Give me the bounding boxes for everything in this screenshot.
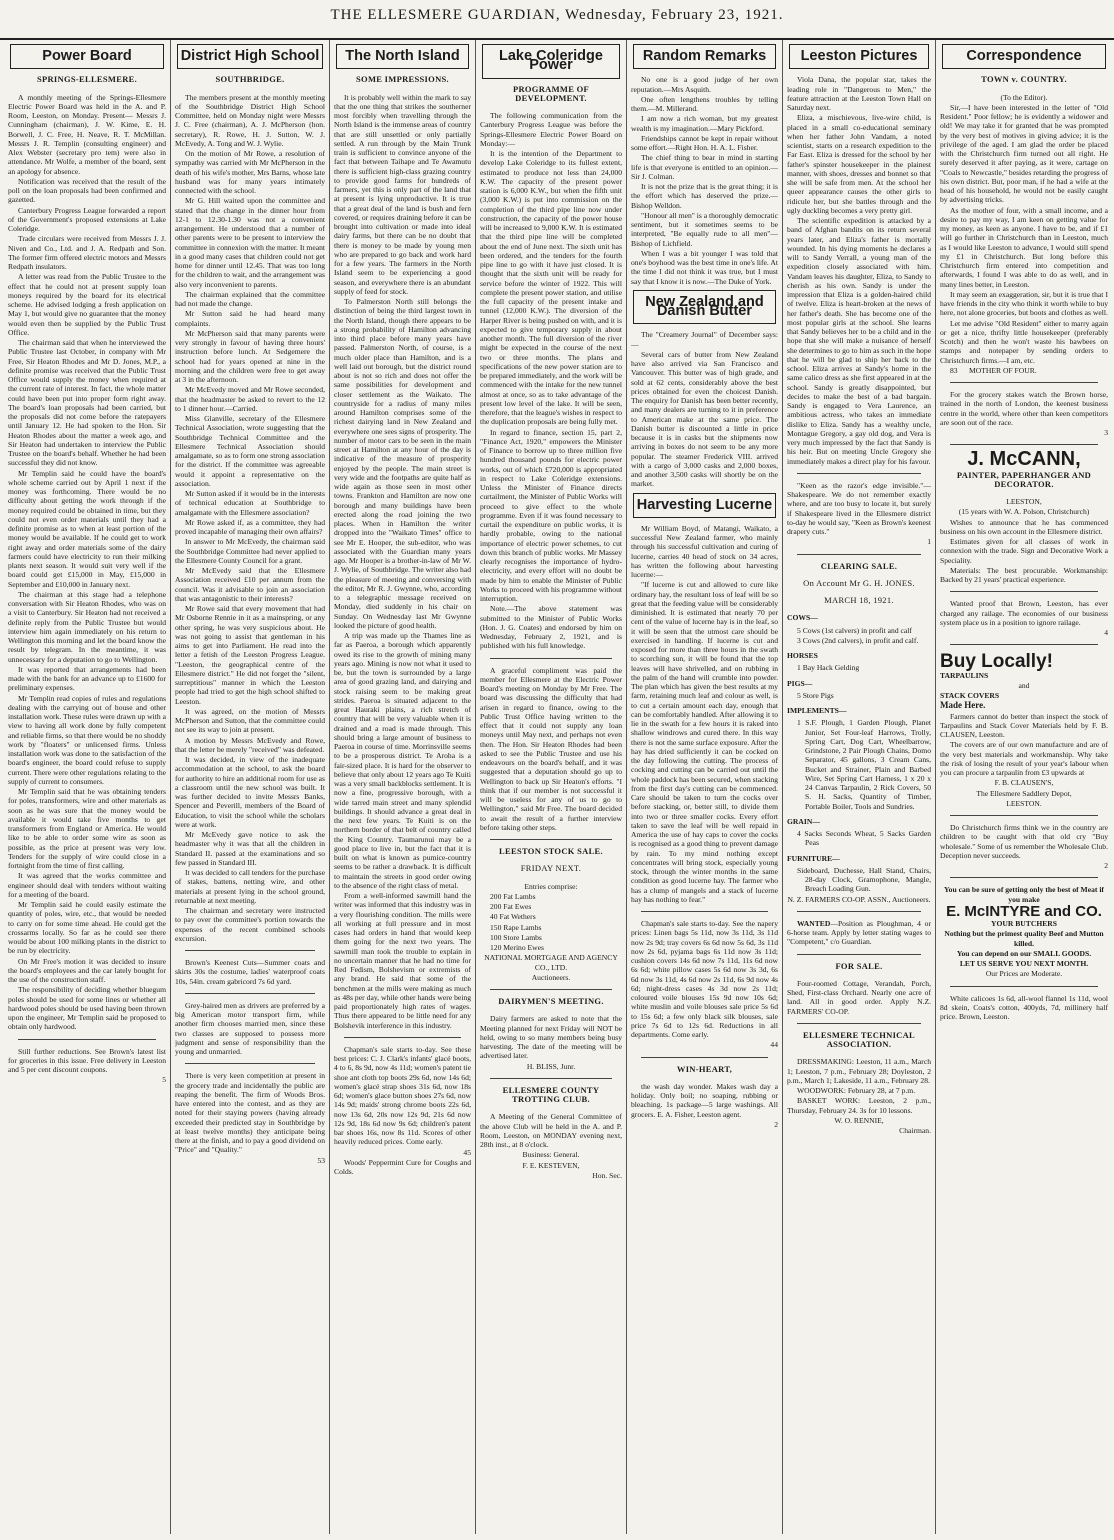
paragraph: The chairman explained that the committee had not made the change. — [175, 289, 325, 308]
paragraph: To Palmerston North still belongs the distinction of being the third largest town in the North Island, though there appears to be a strong probability of Hamilton advancing into third place before many years have passed. Palmerston North, of course, is a much older place than Hamilton, and is a well laid out borough, but the district round about is not so rich and does not offer the same possibilities for development and closer settlement as the Waikato. The countryside for a radius of many miles around Hamilton comprises some of the richest dairying land in New Zealand and everywhere one sees signs of prosperity. The number of motor cars to be seen in the main street at Hamilton at any hour of the day is indicative of the measure of prosperity enjoyed by the people. The main street is very wide and the footpaths are quite half as wide again as those seen in most other towns. Frankton and Hamilton are now one borough and many buildings have been erected along the road joining the two places. When in Hamilton the writer dropped into the "Waikato Times" office to see Mr E. Hooper, the sub-editor, who was associated with the Guardian many years ago. Mr Hooper is a brother-in-law of Mr W. J. Wylie, of Southbridge. The writer also had the pleasure of meeting and conversing with the editor, Mr R. J. Gwynne, who, according to a telegraphic message received on Monday, died suddenly in his chair on Sunday. On Wednesday last Mr Gwynne looked the picture of good health. — [334, 297, 471, 630]
stock-auctioneers: Auctioneers. — [531, 972, 571, 982]
paragraph: It may seem an exaggeration, sir, but it is true that I have friends in the city who think it worth while to buy here, not alone groceries, but boots and clothes as well. — [940, 289, 1108, 318]
stock-sale-title: LEESTON STOCK SALE. — [499, 846, 603, 856]
paragraph: Notification was received that the result of the poll on the loan proposals had been confirmed and gazetted. — [8, 176, 166, 205]
paragraph: The scientific expedition is attacked by a band of Afghan bandits on its return several years later, and Eliza's father is mortally wounded. In his dying moments he declares a will to Sandy Verrall, a young man of the expedition closely associated with him. Vandam leaves his daughter, Eliza, to Sandy to cherish as his own. Sandy is under the impression that Eliza is a golden-haired child of twelve. Eliza is heart-broken at the news of her father's death. She has become one of the most popular girls at the school. She learns that Sandy believes her to be a child and in the hope that she will make a nuisance of herself she determines to go to him as such in the hope that he will be glad to ship her back to the school. Eliza arrives at Sandy's home in the same calico dress as she first appeared in at the school. Sandy is greatly disappointed, but decides to make the best of a bad bargain. Sandy is engaged to Vera Laurence, an ambitious actress, who takes an immediate dislike to Eliza. Sandy has a wealthy uncle, Montague Gregory, a gay old dog, and Vera is very much impressed by the fact that Sandy is his heir. But on meeting Uncle Gregory she immediately makes a direct play for his favour. — [787, 216, 931, 466]
stock-sale-day: FRIDAY NEXT. — [520, 863, 582, 874]
divider — [950, 382, 1098, 383]
divider — [344, 1037, 461, 1038]
signature: MOTHER OF FOUR. — [968, 365, 1037, 375]
stock-entries-label: Entries comprise: — [524, 881, 578, 891]
paragraph: The "Creamery Journal" of December says:— — [631, 330, 778, 349]
subheading: SPRINGS-ELLESMERE. — [36, 74, 138, 85]
paragraph: In answer to Mr McEvedy, the chairman said the Southbridge Committee had never applied to the Ellesmere County Council for a grant. — [175, 537, 325, 565]
paragraph: Mr Templin said he could have the board's whole scheme carried out by April 1 next if the money was forthcoming. There would be no difficulty about getting the work through if the money required could be obtained in time, but they could not even order materials until they had a definite promise as to when at least portion of the money would be available. If he could get to work right away and order materials some of the dairy farmers could have electricity to run their milking plants next season. It would suit very well if the board could get £15,000 in May, £15,000 in September and £10,000 in January next. — [8, 468, 166, 589]
paragraph: It was agreed that the works committee and engineer should deal with tenders without waiting for a meeting of the board. — [8, 871, 166, 899]
mcintyre-role: YOUR BUTCHERS — [990, 919, 1058, 928]
heading-district-high-school: District High School — [177, 44, 323, 69]
divider — [797, 954, 921, 955]
stock-entry: 100 Store Lambs — [490, 932, 542, 942]
paragraph: DRESSMAKING: Leeston, 11 a.m., March 1; Leeston, 7 p.m., February 28; Doyleston, 2 p.m., March 1; Lakeside, 11 a.m., February 28. — [787, 1057, 931, 1085]
paragraph: One often lengthens troubles by telling them.—M. Millerand. — [631, 94, 778, 113]
paragraph: Several cars of butter from New Zealand have also arrived via San Francisco and Vancouver. This butter was of high grade, and sold at 62 cents, considerably above the best prices obtained for even the choicest Danish. The enquiry for Danish has been better recently, and many dealers are turning to it in preference to American make at the same price. The Danish butter is discounted a little in price because it is in casks but the shipments now arriving in boxes do not seem to be any more popular. The steamer Frederick VIII. arrived with a cargo of 3,000 casks and 2,000 boxes, and another 3,500 casks will shortly be on the market. — [631, 349, 778, 489]
clearing-sale-date: MARCH 18, 1921. — [824, 595, 894, 605]
lot-label: HORSES — [787, 651, 818, 660]
lot-item: 3 Cows (2nd calvers), in profit and calf. — [797, 635, 919, 645]
divider — [797, 1023, 921, 1024]
trotting-club-title: ELLESMERE COUNTY TROTTING CLUB. — [502, 1084, 600, 1104]
paragraph: It is probably well within the mark to say that the one thing that strikes the southerner most forcibly when travelling through the North Island is the immense areas of country that are still unsettled or only partially settled. A run through by the Main Trunk train is sufficient to convince anyone of the fact that between Taihape and Te Awamutu there is sufficient high-class grazing country to provide good farms for hundreds of farmers, yet this is only part of the land that at present is lying unproductive. It is true that a great deal of the land is bush and fern covered, or requires draining before it can be brought into cultivation or made into ideal dairy farms, but there can be no doubt that there is money to be made by young men who are prepared to go back and work hard for a few years. The farmers in the North Island seem to be experiencing a good season, and everywhere there is an abundant supply of feed for stock. — [334, 92, 471, 296]
paragraph: The chairman and secretary were instructed to pay over the committee's portion towards the expenses of the recent combined schools excursion. — [175, 906, 325, 943]
business-line: Business: General. — [522, 1150, 580, 1160]
divider — [950, 591, 1098, 592]
mcintyre-line: LET US SERVE YOU NEXT MONTH. — [959, 959, 1089, 968]
paragraph: The members present at the monthly meeting of the Southbridge District High School Committee, held on Monday night were Messrs J. C. Free (chairman), A. J. McPherson (hon. secretary), R. Rowe, H. J. Sutton, W. J. McEvedy, A. Tong and W. J. Wylie. — [175, 92, 325, 148]
stock-entry: 200 Fat Ewes — [490, 902, 532, 911]
divider — [641, 1057, 768, 1058]
stock-entry: 200 Fat Lambs — [490, 891, 536, 901]
column-district-high-school — [175, 40, 325, 1534]
advertisement: Wanted proof that Brown, Leeston, has ever charged any railage. The economies of our business system place us in a position to ignore railage. — [940, 599, 1108, 627]
paragraph: It is the intention of the Department to develop Lake Coleridge to its fullest extent, estimated to produce not less than 24,000 K.W. The capacity of the present power station is 6,000 K.W., but when the fifth unit (3,000 K.W.) is put into commission on the completion of the third pipe line now under construction, the capacity of the power house will be increased to 9,000 K.W. It is estimated that the third pipe line will be completed about the end of June next. The sixth unit has been ordered, and the tenders for the fourth pipe line to go with it have just closed. It is thought that the sixth unit will be ready for service before the winter of 1922. This will complete the present power station, and utilise the full capacity of the present intake and tunnel (12,000 K.W.). The diversion of the Harper River is being pushed on with, and it is expected to give temporary supply in about another month. The full diversion of the river might be expected in the course of the next two or three months. The plans and specifications of the new power station are to be prepared immediately, and the work will be commenced with the intake for the new tunnel almost at once, so as to take advantage of the present low level of the lake. It will be seen, therefore, that the league's wishes in respect to the duplication proposals are being fully met. — [480, 149, 622, 427]
paragraph: Let me advise "Old Resident" either to marry again or get a nice, thrifty little housekeeper (preferably Scotch) and then he won't waste his bawbees on stamps and notepaper by sending orders to Christchurch firms.—I am, etc. — [940, 318, 1108, 365]
paragraph: Viola Dana, the popular star, takes the leading role in "Dangerous to Men," the feature attraction at the Leeston Town Hall on Saturday next. — [787, 75, 931, 112]
column-rule — [782, 40, 783, 1534]
buy-locally-title: Buy Locally! — [940, 651, 1053, 673]
paragraph: A trip was made up the Thames line as far as Paeroa, a borough which apparently owed its rise to the growth of mining many years ago. Mining is now not what it used to be, but the town is surrounded by a large area of good grazing land, and dairying and stock raising seem to be making great strides. Paeroa is situated adjacent to the great Hauraki plains, a rich stretch of country that will be very valuable when it is drained and a road is made through. This should bring a large amount of business to Paeroa in course of time. Morrinsville seems to be a prosperous district. Te Aroha is a fair-sized place. It is hard for the observer to believe that only about 12 years ago Te Kuiti was a very small backblocks settlement. It is now a fine, progressive borough, with a wide tarred main street and many splendid buildings. It should advance a great deal in the next few years. Te Kuiti is on the northern border of that belt of country called the King Country. Taumarunui may be a good place to live in, but the fact that it is built on what is known as pumice-country seems to be rather a drawback. It is difficult to maintain the streets in good order owing to the absence of the right class of metal. — [334, 631, 471, 890]
heading-north-island: The North Island — [336, 44, 469, 69]
paragraph: The responsibility of deciding whether bluegum poles should be used for some lines or whether all hardwood poles should be used having been thrown upon the engineer, Mr Templin said he proposed to obtain only hardwood. — [8, 985, 166, 1032]
clearing-sale-title: CLEARING SALE. — [820, 560, 898, 571]
paragraph: Trade circulars were received from Messrs J. J. Niven and Co., Ltd. and J. A. Redpath and Son. The former firm offered electric motors and Messrs Redpath insulators. — [8, 234, 166, 271]
column-north-island — [334, 40, 471, 1534]
paragraph: Friendships cannot be kept in repair without some effort.—Right Hon. H. A. L. Fisher. — [631, 133, 778, 152]
mccann-trade: PAINTER, PAPERHANGER AND DECORATOR. — [956, 469, 1092, 489]
dairymen-title: DAIRYMEN'S MEETING. — [498, 996, 604, 1006]
paragraph: Mr McEvedy said that the Ellesmere Association received £10 per annum from the council. Was it advisable to join an association that was antagonistic to their interests? — [175, 566, 325, 603]
advertisement: For the grocery stakes watch the Brown horse, trained in the north of London, the keenest business centre in the world, where other than keen competitors are soon out of the race. — [940, 390, 1108, 427]
paragraph: Sir,—I have been interested in the letter of "Old Resident." Poor fellow; he is evidently a widower and old! We may take it for granted that he was prompted by the very best of motives in giving advice; it is the privilege of the aged. I am glad the order be placed with the Christchurch firm turned out all right. He surely deserved it after paying, as it were, cartage on "Coals to Newcastle," besides retarding the progress of his own district. But, poor man, if he had a wife at the head of his household, he would not be easily caught by advertising tricks. — [940, 102, 1108, 205]
advertisement: Four-roomed Cottage, Verandah, Porch, Shed, First-class Orchard. Nearly one acre of land. All in good order. Apply N.Z. FARMERS' CO-OP. — [787, 978, 931, 1016]
mcintyre-line: Our Prices are Moderate. — [985, 969, 1063, 979]
divider — [490, 658, 612, 659]
paragraph: Mr Sutton asked if it would be in the interests of technical education at Southbridge to amalgamate with the Ellesmere association? — [175, 489, 325, 517]
paragraph: A motion by Messrs McEvedy and Rowe, that the letter be merely "received" was defeated. — [175, 735, 325, 754]
signature-line — [940, 366, 1108, 375]
subheading: SOME IMPRESSIONS. — [356, 74, 449, 85]
paragraph: Note.—The above statement was submitted to the Minister of Public Works (Hon. J. G. Coates) and endorsed by him on Wednesday, February 2, 1921, and is published with his full knowledge. — [480, 604, 622, 651]
clearing-sale-account: On Account Mr G. H. JONES. — [803, 577, 915, 588]
advertisement: Brown's Keenest Cuts—Summer coats and skirts 30s the costume, ladies' waterproof coats 10s, 54in. cream gabricord 7s 6d yard. — [175, 958, 325, 986]
buy-made-here: Made Here. — [940, 700, 986, 711]
paragraph: Materials: The best procurable. Workmanship: Backed by 21 years' practical experience. — [940, 565, 1108, 584]
lot-label: COWS— — [787, 613, 818, 623]
paragraph: As the mother of four, with a small income, and a desire to pay my way, I am keen on getting value for my money, as keen as anyone. I have to be, and if £1 will go further in Christchurch than in Leeston, much as I would like Leeston to advance, I would still spend my £1 in Christchurch. But long before this Christchurch firm entered into competition and afterwards, I found I was able to do as well, and in many lines better, in Leeston. — [940, 205, 1108, 289]
column-correspondence — [940, 40, 1108, 1534]
heading-lake-coleridge: Lake Coleridge Power — [482, 44, 620, 79]
buy-tarpaulins: TARPAULINS — [940, 670, 989, 680]
paragraph: Dairy farmers are asked to note that the Meeting planned for next Friday will NOT be held, owing to so many members being busy harvesting. The date of the meeting will be advertised later. — [480, 1014, 622, 1061]
subheading: PROGRAMME OF DEVELOPMENT. — [512, 83, 590, 103]
paragraph: Farmers cannot do better than inspect the stock of Tarpaulins and Stack Cover Materials held by F. B. CLAUSEN, Leeston. — [940, 711, 1108, 739]
stock-entry: 120 Merino Ewes — [490, 943, 544, 952]
wanted-title: WANTED — [797, 918, 831, 928]
advertisement: Do Christchurch firms think we in the country are children to be caught with that old cry "Buy wholesale." Some of us remember the Wholesale Club. Deception never succeeds. — [940, 823, 1108, 860]
mcintyre-line: Nothing but the primest quality Beef and Mutton killed. — [944, 929, 1104, 948]
heading-random-remarks: Random Remarks — [633, 44, 776, 69]
to-the-editor: (To the Editor). — [1000, 92, 1048, 102]
paragraph: Mr Rowe said that every movement that had Mr Osborne Rennie in it as a mainspring, or any other spring, he was very suspicious about. He was not going to assist that gentleman in his aims to get into Parliament. He read into the letter a fetish of the Leeston Progress League. "Leeston, the geographical centre of the Ellesmere district." He did not forget the "silent, surreptitious" manner in which the Leeston people had tried to get the high school shifted to Leeston. — [175, 604, 325, 706]
mccann-name: J. McCANN, — [967, 448, 1081, 471]
paragraph: Mr McEvedy gave notice to ask the headmaster why it was that all the children in Standard II. passed at the examinations and so few passed in Standard III. — [175, 830, 325, 867]
paragraph: No one is a good judge of her own reputation.—Mrs Asquith. — [631, 75, 778, 94]
column-rule — [935, 40, 936, 1534]
column-random-remarks — [631, 40, 778, 1534]
paragraph: A Meeting of the General Committee of the above Club will be held in the A. and P. Room, Leeston, on MONDAY evening next, 28th inst., at 8 o'clock. — [480, 1112, 622, 1149]
ad-number: 2 — [1104, 861, 1108, 870]
paragraph: Eliza, a mischievous, live-wire child, is placed in a small co-educational seminary when her father John Vandam, a noted scientist, starts on a research expedition to the Far East. Eliza is dressed for the school by her father's spinster housekeeper in the plainest manner, with shoes, dresses and bonnet so that she will be safe from men. At the school her queer appearance causes the other girls to ridicule her, but she battles through and the ugly duckling becomes a very pretty girl. — [787, 113, 931, 215]
divider — [490, 1078, 612, 1079]
letter-number: 83 — [950, 365, 958, 375]
buy-and: and — [1018, 680, 1030, 690]
divider — [185, 950, 315, 951]
signature-role: Hon. Sec. — [592, 1170, 622, 1180]
paragraph: On the motion of Mr Rowe, a resolution of sympathy was carried with Mr McPherson in the death of his wife's mother, Mrs Barns, whose late husband was for many years intimately connected with the school. — [175, 149, 325, 195]
subheading: SOUTHBRIDGE. — [215, 74, 285, 85]
advertisement: Woods' Peppermint Cure for Coughs and Colds. — [334, 1157, 471, 1176]
ad-number: 5 — [162, 1075, 166, 1085]
divider — [950, 986, 1098, 987]
lot-item: 1 S.F. Plough, 1 Garden Plough, Planet Junior, Set Four-leaf Harrows, Trolly, Spring Cart, Dog Cart, Wheelbarrow, Grindstone, 2 Pair Plough Chains, Domo Separator, 45 gallons, 3 Cream Cans, Bucket and Strainer, Plain and Barbed Wire, Set Spring Cart Harness, 1 x 20 x 24 Canvas Tarpaulin, 2 Rick Covers, 50 S. H. Sacks, Quantity of Timber, Portable Boiler, Tools and Sundries. — [797, 718, 931, 811]
paragraph: The chairman said that when he interviewed the Public Trustee last October, in company with Mr Free, Sir Heaton Rhodes and Mr D. Jones, M.P., a definite promise was received that the Public Trust Office would supply the money when required at the current rate of interest. In fact, the whole matter could have been put into proper form right away. The board's loan proposals had been carried, but the proposals did not come before the ratepayers until January 12. He had spoken to the Hon. Sir Heaton Rhodes about the matter a week ago, and Sir Heaton had undertaken to interview the Public Trustee on the board's behalf. Whether he had been successful they did not know. — [8, 338, 166, 468]
advertisement: the wash day wonder. Makes wash day a holiday. Only boil; no soaping, rubbing or bleaching. 1s package—5 large washings. All grocers. E. A. Fisher, Leeston agent. — [631, 1081, 778, 1119]
divider — [950, 877, 1098, 878]
heading-power-board: Power Board — [10, 44, 164, 69]
paragraph: It was agreed, on the motion of Messrs McPherson and Sutton, that the committee could not see its way to join at present. — [175, 706, 325, 735]
divider — [950, 444, 1098, 445]
auctioneers: N. Z. FARMERS CO-OP. ASSN., Auctioneers. — [787, 894, 931, 904]
advertisement: "Keen as the razor's edge invisible."—Shakespeare. We do not remember exactly where, and are too busy to locate it, but surely if Shakespeare lived in the Ellesmere district to-day he would say, "Keen as Brown's keenest drapery cuts." — [787, 480, 931, 536]
paragraph: Mr Templin said that he was obtaining tenders for poles, transformers, wire and other materials as soon as he was sure that the money would be available it would take five months to get transformers from England or America. He would like to be able to order some wire as soon as possible, as the price at present was very low. Tenders for the supply of wire could close in a fortnight from the time of first calling. — [8, 787, 166, 870]
paragraph: Mr Templin said he could easily estimate the quantity of poles, wire, etc., that would be needed to carry on for some time ahead. He could get the crossarms locally. So far as he could see there would be about 100 milking plants in the district to be run by electricity. — [8, 900, 166, 956]
masthead: THE ELLESMERE GUARDIAN, Wednesday, February 23, 1921. — [0, 0, 1114, 40]
paragraph: From a well-informed sawmill hand the writer was informed that this industry was in a very flourishing condition. The mills were all working at full pressure and in most cases had orders in hand that would keep them going for the next two years. The sawmill man took the trouble to explain in no uncertain manner that he had no time for Red Fedism, Bolshevism or extremists of any brand. He said that some of the benchmen at the mills were making as much as 48s per day, while other hands were being paid proportionately high rates of wages. Thus there appeared to be little need for any Bolshevik interference in this industry. — [334, 891, 471, 1030]
paragraph: Grey-haired men as drivers are preferred by a big American motor transport firm, while another firm chooses married men, since these two classes are supposed to possess more judgment and sense of responsibility than the young and unmarried. — [175, 1000, 325, 1056]
lot-item: 4 Sacks Seconds Wheat, 5 Sacks Garden Peas — [797, 829, 931, 848]
column-rule — [170, 40, 171, 1534]
ad-number: 2 — [774, 1119, 778, 1129]
column-leeston-pictures — [787, 40, 931, 1534]
for-sale-title: FOR SALE. — [835, 960, 883, 971]
paragraph: Canterbury Progress League forwarded a report of the Government's proposed extensions at Lake Coleridge. — [8, 205, 166, 233]
ad-number: 44 — [770, 1040, 778, 1050]
paragraph: On Mr Free's motion it was decided to insure the board's employees and the car lately bought for the use of the construction staff. — [8, 956, 166, 984]
lot-item: 5 Cows (1st calvers) in profit and calf — [797, 625, 912, 635]
paragraph: "If lucerne is cut and allowed to cure like ordinary hay, the resultant loss of leaf will be so great that the feeding value will be considerably diminished. It is estimated that nearly 70 per cent of the value of lucerne hay is in the leaf, so it will be seen that the utmost care should be exercised in handling. If lucerne is cut and exposed for more than three hours in the swath to scorching sun, it will be found that the top leaves will have shrivelled, and on rubbing in the palm of the hand will crumble into powder. The plan which has given the best results at my farm, retaining much leaf and colour as well, is to cut a certain amount each day, enough that can be comfortably handled. After allowing it to lie in the swath for a few hours it is raked into shallow windrows and cured there. In this way there is not the same surface exposure. After the hay has dried sufficiently it can be cocked on the day following the cutting. The process of cocking and cutting can be carried out until the whole paddock has been secured, when stacking from the first day's cutting can be commenced. Care should be taken to turn the cocks over before stacking, or, better still, to divide them into two or three smaller cocks. Every effort taken to save the leaf will be well repaid in America the use of hay caps to cover the cocks is recognised as a good thing to prevent damage by rain. To my mind nothing except concentrates will bring stock, especially young stock, through the winter months in the same condition as good lucerne hay. The farmer who has a clump of mangels and a stack of lucerne hay has nothing to fear." — [631, 580, 778, 904]
divider — [490, 989, 612, 990]
mcintyre-name: E. McINTYRE and CO. — [946, 902, 1102, 920]
paragraph: BASKET WORK: Leeston, 2 p.m., Thursday, February 24. 3s for 10 lessons. — [787, 1096, 931, 1115]
ad-number: 1 — [927, 537, 931, 547]
divider — [797, 554, 921, 555]
lot-item: 5 Store Pigs — [797, 690, 834, 700]
column-rule — [475, 40, 476, 1534]
signature: W. O. RENNIE, — [834, 1115, 884, 1125]
paragraph: It was reported that arrangements had been made with the bank for an advance up to £1600 for preliminary expenses. — [8, 664, 166, 693]
lot-label: GRAIN— — [787, 816, 820, 826]
paragraph: Mr G. Hill waited upon the committee and stated that the change in the dinner hour from 12-1 to 12.30-1.30 was not a convenient arrangement. He understood that a number of other parents were to be present to interview the committee in connexion with the matter. It meant in a good many cases that children could not get home for dinner until 12.45. That was too long for the children to wait, and the arrangement was also very inconvenient to parents. — [175, 196, 325, 289]
paragraph: When I was a bit younger I was told that one's boyhood was the best time in one's life. At the time I did not think it was true, but I must say that I know it is now.—The Duke of York. — [631, 248, 778, 286]
column-power-board — [8, 40, 166, 1534]
technical-association-title: ELLESMERE TECHNICAL ASSOCIATION. — [802, 1029, 916, 1049]
paragraph: In regard to finance, section 15, part 2, "Finance Act, 1920," empowers the Minister of Finance to borrow up to three million five hundred thousand pounds for electric power works, out of which £720,000 is appropriated in respect to Lake Coleridge extensions. Unless the Minister of Finance directs curtailment, the Minister of Public Works will proceed to give effect to the whole programme. Even if it was found necessary to curtail the expenditure on public works, it is hardly probable, owing to the national importance of electric power schemes, to cut down this branch of public works. Mr Massey clearly recognises the importance of hydro-electricity, and every effort will no doubt be made by him to enable the Minister of Public Works to proceed with his programme without interruption. — [480, 427, 622, 603]
advertisement: There is very keen competition at present in the grocery trade and incidentally the public are reaping the benefit. The firm of Woods Bros. have entered into the contest, and as they are noted for their staying powers (having already exceeded their predicted stay in Southbridge by at least twelve months) they anticipate being there at the finish, and to pay a good dividend on "Price" and "Quality." — [175, 1071, 325, 1155]
advertisement: White calicoes 1s 6d, all-wool flannel 1s 11d, wool 8d skein, Coats's cotton, 400yds, 7d, millinery half price. Brown, Leeston. — [940, 993, 1108, 1021]
divider — [797, 911, 921, 912]
column-lake-coleridge — [480, 40, 622, 1534]
paragraph: The covers are of our own manufacture and are of the very best materials and workmanship. Why take the risk of losing the result of your year's labour when you can procure a tarpaulin from £3 upwards at — [940, 740, 1108, 777]
buy-stack-covers: STACK COVERS — [940, 691, 1000, 700]
ad-number: 4 — [1104, 628, 1108, 637]
clausen-sig: F. B. CLAUSEN'S, — [994, 778, 1054, 788]
heading-correspondence: Correspondence — [942, 44, 1106, 69]
subheading: TOWN v. COUNTRY. — [981, 74, 1067, 85]
divider — [950, 815, 1098, 816]
mccann-place: LEESTON, — [1006, 497, 1042, 506]
divider — [185, 1063, 315, 1064]
paragraph: It is not the prize that is the great thing; it is the effort which has deserved the prize.—Bishop Welldon. — [631, 182, 778, 210]
paragraph: Mr Rowe asked if, as a committee, they had proved incapable of managing their own affairs? — [175, 517, 325, 536]
divider — [950, 644, 1098, 645]
winheart-title: WIN-HEART, — [676, 1063, 733, 1074]
stock-entry: 40 Fat Wethers — [490, 912, 536, 922]
heading-nz-danish-butter: New Zealand and Danish Butter — [633, 290, 776, 325]
signature: H. BLISS, Junr. — [526, 1061, 576, 1071]
mcintyre-line: You can depend on our SMALL GOODS. — [956, 948, 1092, 958]
ad-number: 3 — [1104, 428, 1108, 437]
paragraph: A graceful compliment was paid the member for Ellesmere at the Electric Power Board's meeting on Monday by Mr Free. The board was discussing the difficulty that had arisen in regard to finance, owing to the Public Trust Office having written to the effect that it could not supply any loan moneys until May next, and perhaps not even then. The Hon. Sir Heaton Rhodes had been asked to see the Public Trustee and use his endeavours on the board's behalf, and it was suggested that a deputation should go up to Wellington to back up Sir Heaton's efforts. "I think that if our member is not successful it will be useless for any of us to go to Wellington," said Mr Free. The board decided to await the result of a further interview before taking other steps. — [480, 665, 622, 832]
paragraph: Mr McPherson said that many parents were very strongly in favour of having three hours' instruction before lunch. At Sedgemere the school had for years opened at nine in the morning and the children were free to get away at 3 in the afternoon. — [175, 328, 325, 384]
divider — [641, 911, 768, 912]
paragraph: Miss Glanville, secretary of the Ellesmere Technical Association, wrote suggesting that the Southbridge Technical Committee and the Ellesmere Technical Association should amalgamate, so as to form one strong association for the district. If the committee was agreeable would it appoint a representative on the association. — [175, 414, 325, 488]
lot-label: IMPLEMENTS— — [787, 706, 847, 715]
divider — [797, 473, 921, 474]
signature-role: Chairman. — [899, 1126, 931, 1135]
lot-label: FURNITURE— — [787, 853, 840, 863]
wanted-body: —Position as Ploughman, 4 or 6-horse team. Apply by letter stating wages to "Competent," c/o Guardian. — [787, 918, 931, 947]
lot-item: Sideboard, Duchesse, Hall Stand, Chairs, 28-day Clock, Gramophone, Mangle, Breach Loading Gun. — [797, 865, 931, 894]
signature: F. E. KESTEVEN, — [522, 1160, 580, 1170]
ad-number: 45 — [463, 1147, 471, 1157]
paragraph: The chief thing to bear in mind in starting life is that everyone is entitled to an opinion.—Sir J. Colman. — [631, 153, 778, 181]
paragraph: The following communication from the Canterbury Progress League was before the Springs-Ellesmere Electric Power Board on Monday:— — [480, 111, 622, 148]
lot-item: 1 Bay Hack Gelding — [797, 663, 860, 673]
clausen-place: LEESTON. — [1006, 798, 1042, 808]
heading-harvesting-lucerne: Harvesting Lucerne — [633, 493, 776, 518]
column-rule — [626, 40, 627, 1534]
heading-leeston-pictures: Leeston Pictures — [789, 44, 929, 69]
paragraph: WOODWORK: February 28, at 7 p.m. — [797, 1086, 916, 1095]
advertisement: Still further reductions. See Brown's latest list for groceries in this issue. Free delivery in Leeston and 5 per cent discount coupons. — [8, 1046, 166, 1074]
paragraph: It was decided to call tenders for the purchase of stakes, battens, netting wire, and other materials at present lying in the school ground, returnable at next meeting. — [175, 868, 325, 905]
paragraph: I am now a rich woman, but my greatest wealth is my imagination.—Mary Pickford. — [631, 114, 778, 133]
divider — [18, 1039, 156, 1040]
paragraph: Mr McEvedy moved and Mr Rowe seconded, that the headmaster be asked to revert to the 12 to 1 dinner hour.—Carried. — [175, 385, 325, 413]
clausen-depot: The Ellesmere Saddlery Depot, — [976, 788, 1072, 798]
paragraph: A letter was read from the Public Trustee to the effect that he could not at present supply loan moneys required by the board for its electrical scheme. He advised lodging a fresh application on May 1, but would give no guarantee that the money would even then be supplied by the Public Trust Office. — [8, 272, 166, 337]
advertisement: Chapman's sale starts to-day. See these best prices: C. J. Clark's infants' glacé boots, 4 to 6, 8s 9d, now 4s 11d; women's patent tie shoe ant cloth top boots 29s 6d, now 14s 6d; women's glacé strap shoes 31s 6d, now 18s 6d; women's glace button shoes 27s 6d, now 14s 9d; maids' strong chrome boots 22s 6d, now 13s 6d, 20s now 12s 9d, 21s 6d now 12s 9d, 18s 6d now 9s 6d; children's patent bar shoes 16s, now 8s 11d. Scores of other heavily reduced prices. Come early. — [334, 1044, 471, 1147]
paragraph: "Honour all men" is a thoroughly democratic sentiment, but it sometimes seems to be interpreted, "Be equally rude to all men"—Bishop of Lichfield. — [631, 210, 778, 248]
paragraph: Mr Sutton said he had heard many complaints. — [175, 309, 325, 328]
ad-number: 53 — [317, 1155, 325, 1165]
paragraph: Wishes to announce that he has commenced business on his own account in the Ellesmere district. — [940, 517, 1108, 536]
column-rule — [329, 40, 330, 1534]
mccann-history: (15 years with W. A. Polson, Christchurch) — [958, 507, 1090, 517]
advertisement: Chapman's sale starts to-day. See the napery prices: Linen bags 5s 11d, now 3s 11d, 3s 11d now 2s 9d; tray covers 6s 6d now 5s 6d, 3s 11d now 2s 6d, pyjama bags 6s 11d now 3s 11d; cushion covers 14s 6d now 7s 11d, 11s 6d now 6s 6d; white pillow cases 5s 6d now 3s 3d, 6s 6d now 3s 11d, 4s 6d now 2s 11d, 6s 9d now 4s 6d; night-dress cases 4s 3d now 2s 11d; coloured voile blouses 15s 9d now 10s 6d; white muslin and voile blouses sale price 5s 6d to 15s 6d; a few only black silk blouses, sale price 7s 6d to 12s 6d. Reductions in all departments. Come early. — [631, 919, 778, 1039]
paragraph: The chairman at this stage had a telephone conversation with Sir Heaton Rhodes, who was on a visit to Canterbury. Sir Heaton had not received a definite reply from the Public Trustee but would interview him again immediately on his return to Wellington this morning and let the board know the result by telegram. In the meantime, it was unnecessary for a deputation to go to Wellington. — [8, 589, 166, 664]
divider — [490, 839, 612, 840]
stock-entry: 150 Rape Lambs — [490, 922, 542, 932]
divider — [185, 993, 315, 994]
wanted-ad — [787, 919, 931, 947]
paragraph: Estimates given for all classes of work in connexion with the trade. Sign and Decorative Work a Speciality. — [940, 537, 1108, 565]
paragraph: A monthly meeting of the Springs-Ellesmere Electric Power Board was held in the A. and P. Room, Leeston, on Monday. Present— Messrs J. Cunningham (chairman), J. W. Kime, E. H. Borwell, J. C. Free, H. Neave, R. T. McMillan. Messrs J. R. Templin (consulting engineer) and Alex Webster (secretary pro tem) were also in attendance. Mr Wolfe, a member of the board, sent an apology for absence. — [8, 92, 166, 176]
paragraph: Mr Templin read copies of rules and regulations dealing with the carrying out of house and other installation work. These rules were drawn up with a view to having all work done by fully competent and reliable firms, so that there would be no shoddy work by "floaters" or unlicensed firms. Unless installation work was done to the satisfaction of the board's engineer, the board could refuse to supply current. There were other regulations relating to the supply of current to consumers. — [8, 693, 166, 786]
mcintyre-intro: You can be sure of getting only the best of Meat if you make — [944, 885, 1104, 904]
stock-agency: NATIONAL MORTGAGE AND AGENCY CO., LTD. — [484, 953, 618, 972]
paragraph: Mr William Boyd, of Matangi, Waikato, a successful New Zealand farmer, who mainly through his successful cultivation and curing of lucerne, carries 40 head of stock on 34 acres, has written the following about harvesting lucerne:— — [631, 523, 778, 579]
paragraph: It was decided, in view of the inadequate accommodation at the school, to ask the board for authority to hire an additional room for use as a classroom until the new school was built. It was further decided to invite Messrs Banks, Spencer and Peverill, members of the Board of Education, to visit the school while the scholars were at work. — [175, 755, 325, 829]
lot-label: PIGS— — [787, 678, 813, 688]
